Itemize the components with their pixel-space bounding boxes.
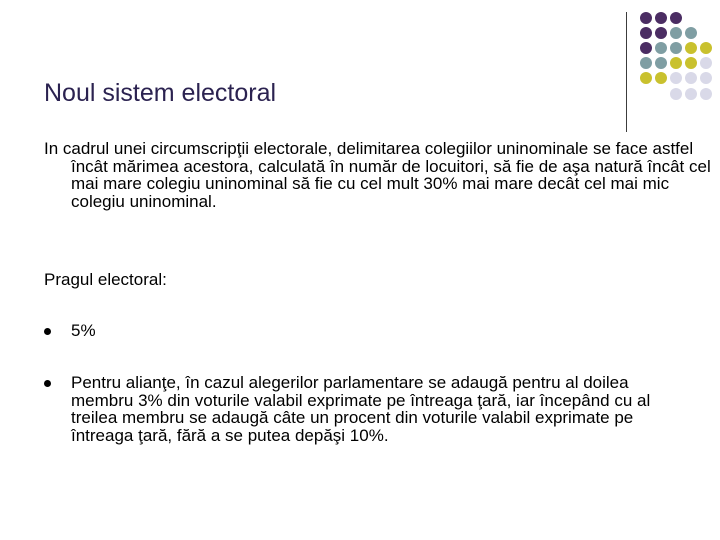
decorative-dot (640, 42, 652, 54)
decorative-dot-grid (0, 0, 720, 140)
decorative-dot (700, 57, 712, 69)
slide-title: Noul sistem electoral (44, 79, 277, 107)
decorative-dot (655, 72, 667, 84)
bullet-icon (44, 328, 51, 335)
decorative-dot (700, 42, 712, 54)
decorative-dot (685, 72, 697, 84)
intro-paragraph: In cadrul unei circumscripţii electorale, delimitarea colegiilor uninominale se face astfel încât mărimea acestora, calculată în număr de locuitori, să fie de aşa natură încât cel mai mare colegiu uninominal să fie cu cel mult 30% mai mare decât cel mai mic colegiu uninominal. (44, 139, 711, 211)
decorative-dot (640, 12, 652, 24)
decorative-dot (640, 57, 652, 69)
decorative-dot (700, 72, 712, 84)
decorative-dot (670, 72, 682, 84)
decorative-dot (670, 27, 682, 39)
decorative-dot (670, 88, 682, 100)
decorative-dot (700, 88, 712, 100)
decorative-dot (685, 27, 697, 39)
decorative-dot (655, 42, 667, 54)
vertical-divider (626, 12, 627, 132)
decorative-dot (685, 42, 697, 54)
list-item-text: Pentru alianţe, în cazul alegerilor parlamentare se adaugă pentru al doilea membru 3% din voturile valabil exprimate pe întreaga ţară, iar începând cu al treilea membru se adaugă câte un procent din voturile valabil exprimate pe întreaga ţară, fără a se putea depăşi 10%. (71, 373, 651, 445)
decorative-dot (655, 57, 667, 69)
decorative-dot (655, 27, 667, 39)
bullet-icon (44, 380, 51, 387)
decorative-dot (640, 72, 652, 84)
decorative-dot (685, 88, 697, 100)
decorative-dot (670, 12, 682, 24)
decorative-dot (670, 57, 682, 69)
decorative-dot (655, 12, 667, 24)
decorative-dot (670, 42, 682, 54)
decorative-dot (640, 27, 652, 39)
decorative-dot (685, 57, 697, 69)
list-item-text: 5% (71, 321, 96, 340)
threshold-label: Pragul electoral: (44, 270, 167, 289)
